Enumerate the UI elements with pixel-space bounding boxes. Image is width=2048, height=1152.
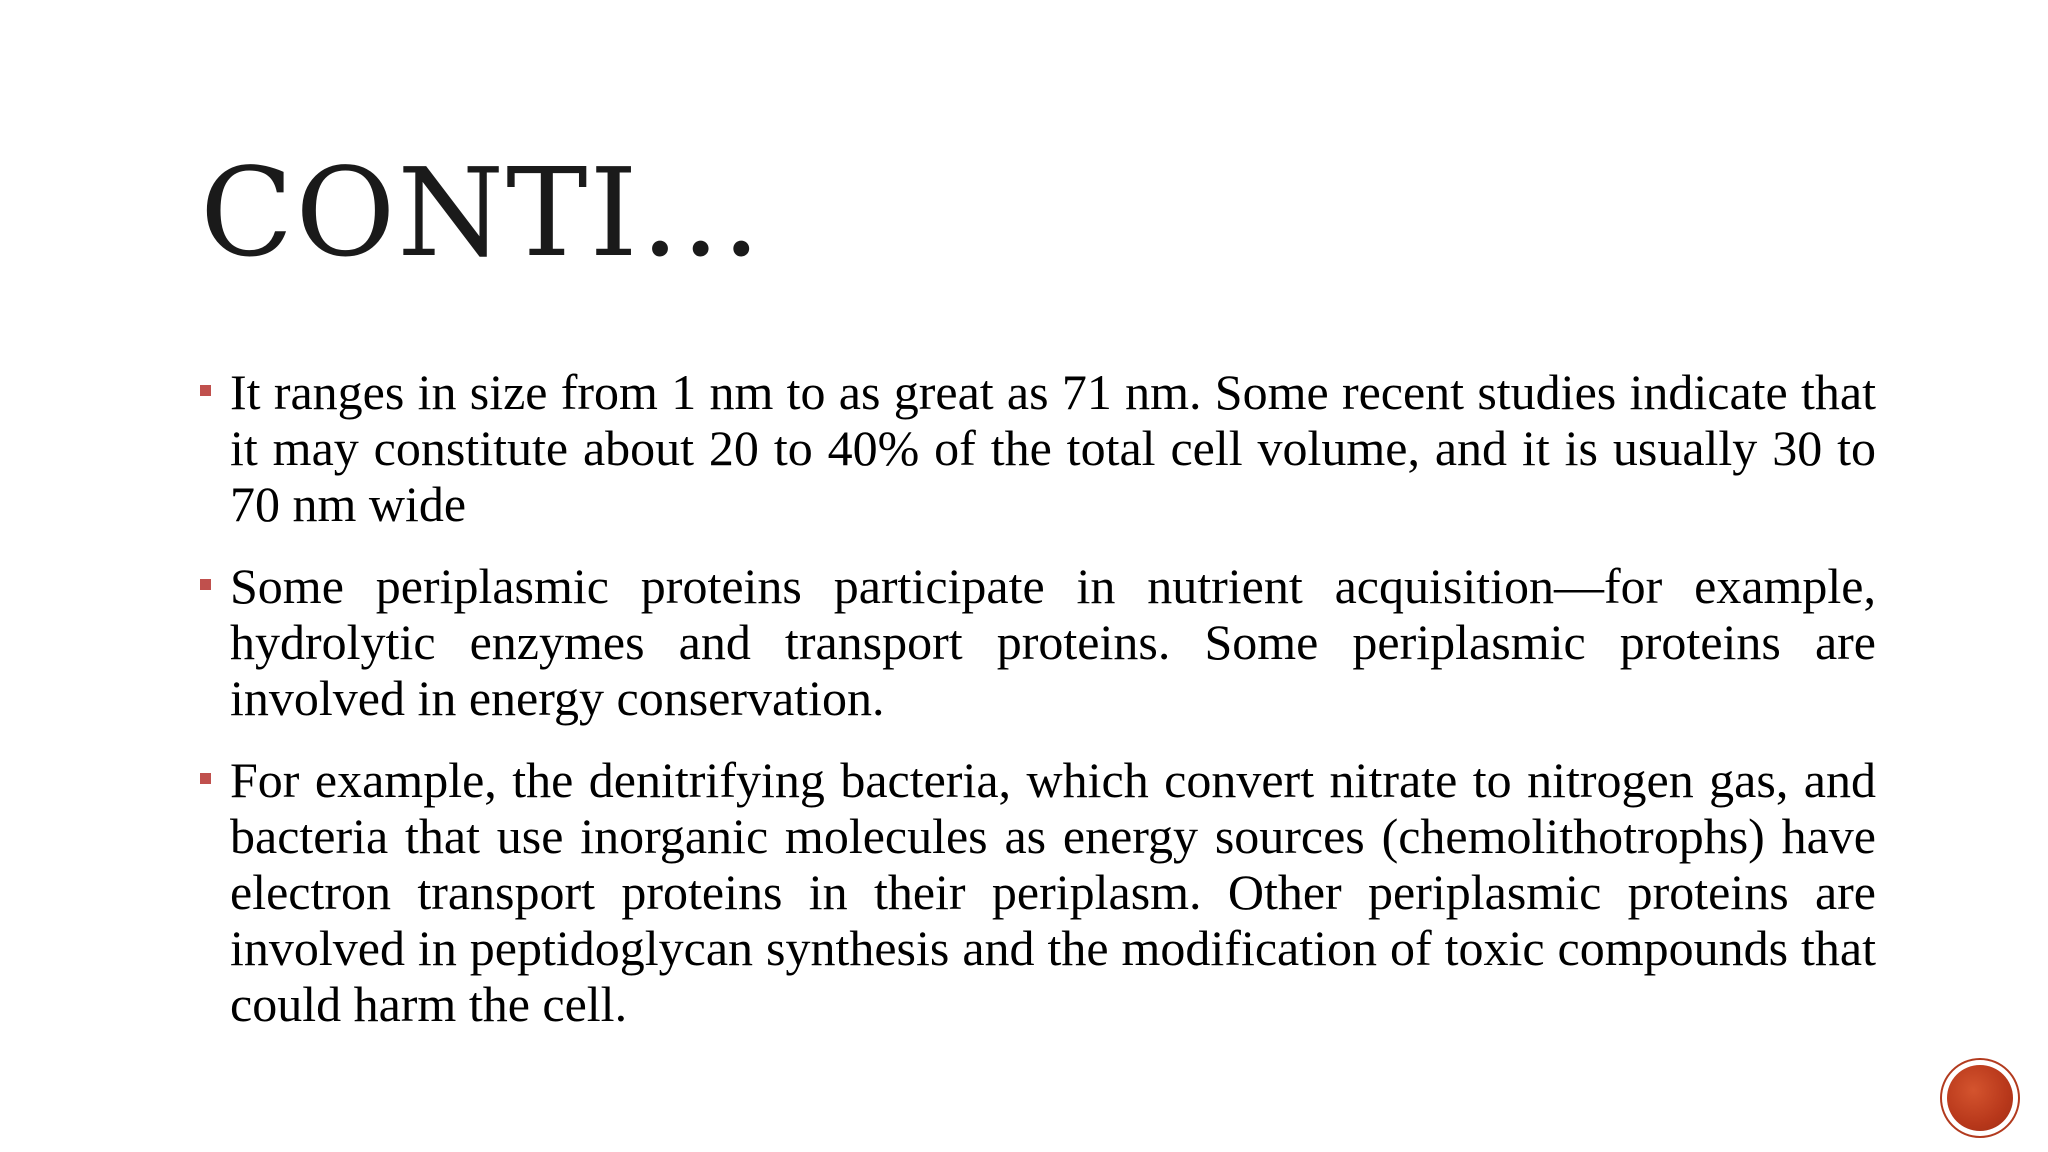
square-bullet-icon (200, 385, 211, 396)
square-bullet-icon (200, 773, 211, 784)
square-bullet-icon (200, 579, 211, 590)
slide-title: CONTI… (200, 142, 764, 284)
bullet-item-1 (200, 364, 1876, 532)
circle-button-fill (1947, 1065, 2013, 1131)
bullet-text-3: For example, the denitrifying bacteria, which convert nitrate to nitrogen gas, and bacteria that use inorganic molecules as energy sources (chemolithotrophs) have electron transport proteins in their periplasm. Other periplasmic proteins are involved in peptidoglycan synthesis and the modification of toxic compounds that could harm the cell. (230, 752, 1876, 1032)
bullet-text-1: It ranges in size from 1 nm to as great as 71 nm. Some recent studies indicate that it may constitute about 20 to 40% of the total cell volume, and it is usually 30 to 70 nm wide (230, 364, 1876, 532)
bullet-item-3 (200, 752, 1876, 1032)
bullet-list (200, 364, 1876, 1058)
bullet-item-2 (200, 558, 1876, 726)
bullet-text-2: Some periplasmic proteins participate in nutrient acquisition—for example, hydrolytic enzymes and transport proteins. Some periplasmic proteins are involved in energy conservation. (230, 558, 1876, 726)
circle-button-icon[interactable] (1942, 1060, 2018, 1136)
